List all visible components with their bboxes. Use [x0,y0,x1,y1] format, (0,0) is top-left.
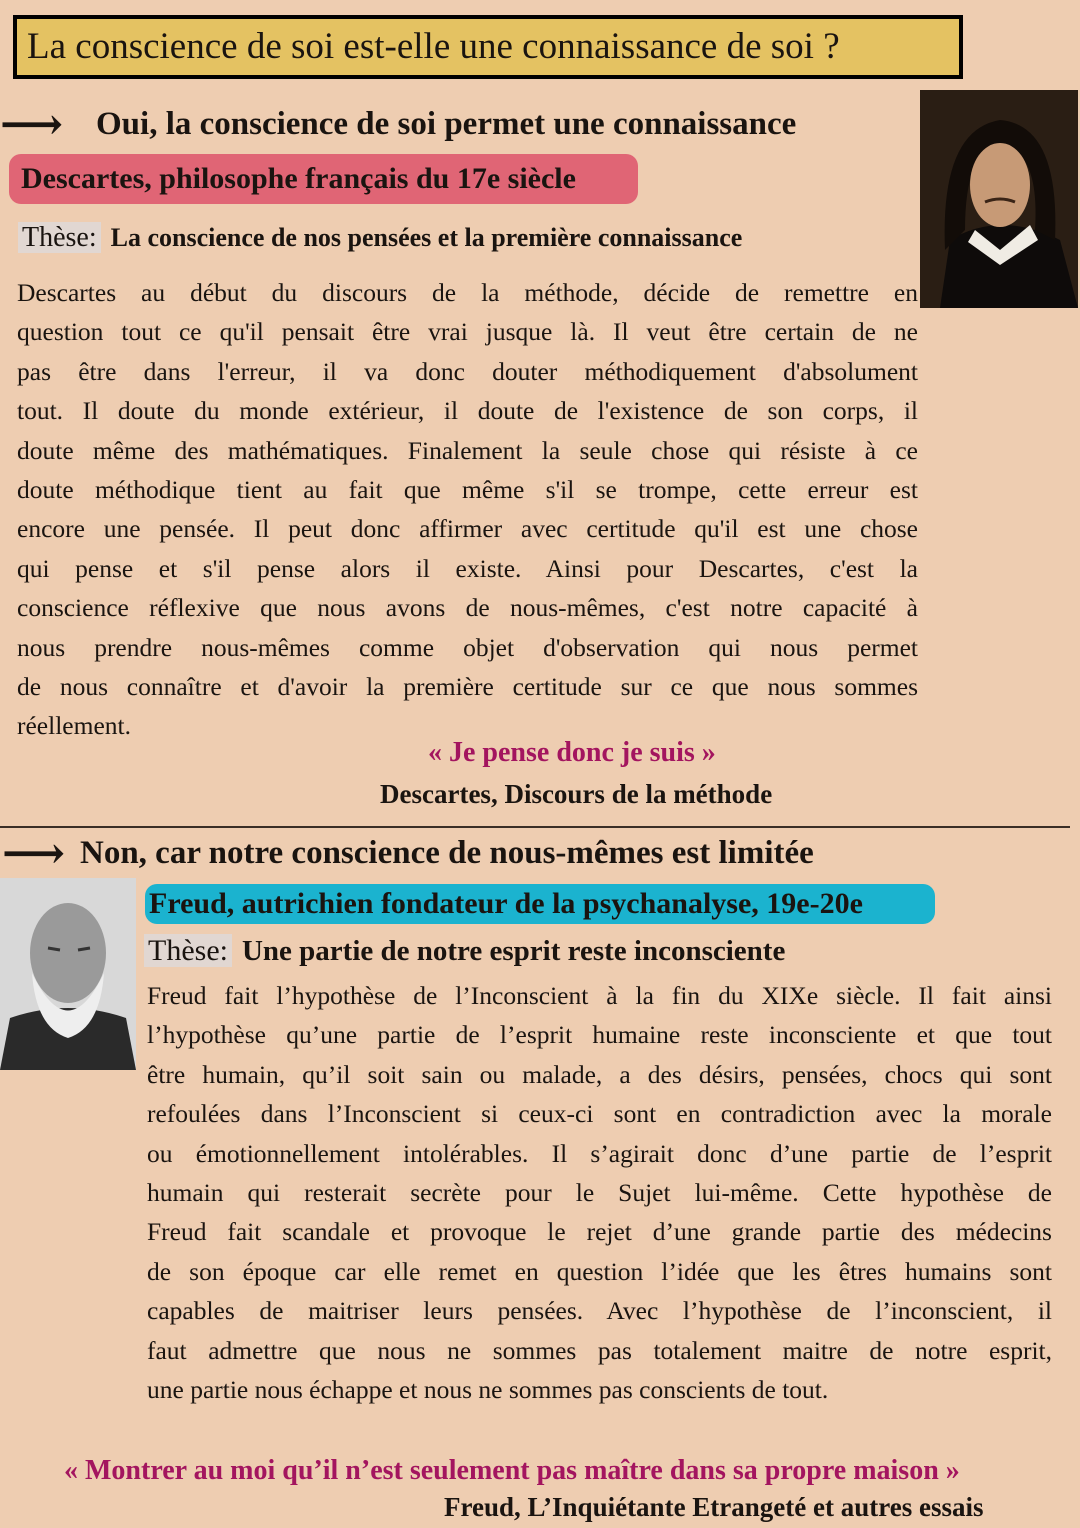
section1-heading: Oui, la conscience de soi permet une connaissance [96,106,797,142]
section-divider [0,826,1070,828]
descartes-quote: « Je pense donc je suis » [428,737,716,768]
freud-paragraph [147,976,1052,1409]
paragraph-line: Freud fait scandale et provoque le rejet d’une grande partie des médecins [147,1217,1052,1247]
paragraph-line: encore une pensée. Il peut donc affirmer avec certitude qu'il est une chose [17,514,918,544]
descartes-author-tag: Descartes, philosophe français du 17e siècle [9,154,638,204]
paragraph-line: refoulées dans l’Inconscient si ceux-ci sont en contradiction avec la morale [147,1099,1052,1129]
thesis-label: Thèse: [18,222,101,253]
paragraph-line: humain qui resterait secrète pour le Sujet lui-même. Cette hypothèse de [147,1177,1052,1207]
section2-heading: Non, car notre conscience de nous-mêmes est limitée [80,835,814,871]
paragraph-line: tout. Il doute du monde extérieur, il doute de l'existence de son corps, il [17,396,918,426]
thesis-text: Une partie de notre esprit reste inconsciente [241,935,786,967]
freud-source: Freud, L’Inquiétante Etrangeté et autres essais [444,1492,984,1522]
paragraph-line: Freud fait l’hypothèse de l’Inconscient à la fin du XIXe siècle. Il fait ainsi [147,981,1052,1010]
paragraph-line: de nous connaître et d'avoir la première certitude sur ce que nous sommes [17,671,918,701]
paragraph-line: être humain, qu’il soit sain ou malade, a des désirs, pensées, chocs qui sont [147,1059,1052,1089]
paragraph-line: nous prendre nous-mêmes comme objet d'observation qui nous permet [17,632,918,662]
freud-thesis [144,934,785,968]
right-arrow-icon: ⟶ [2,829,66,878]
freud-quote: « Montrer au moi qu’il n’est seulement pas maître dans sa propre maison » [64,1455,960,1486]
paragraph-line: l’hypothèse qu’une partie de l’esprit humaine reste inconsciente et que tout [147,1020,1052,1050]
paragraph-line: ou émotionnellement intolérables. Il s’agirait donc d’une partie de l’esprit [147,1138,1052,1168]
freud-author-tag: Freud, autrichien fondateur de la psychanalyse, 19e-20e [145,884,935,924]
paragraph-line: faut admettre que nous ne sommes pas totalement maitre de notre esprit, [147,1335,1052,1365]
paragraph-line: qui pense et s'il pense alors il existe. Ainsi pour Descartes, c'est la [17,553,918,583]
thesis-label: Thèse: [144,934,232,967]
thesis-text: La conscience de nos pensées et la première connaissance [110,223,743,252]
page-title: La conscience de soi est-elle une connaissance de soi ? [13,15,963,79]
paragraph-line: conscience réflexive que nous avons de nous-mêmes, c'est notre capacité à [17,593,918,623]
paragraph-line: doute méthodique tient au fait que même s'il se trompe, cette erreur est [17,474,918,504]
paragraph-line: question tout ce qu'il pensait être vrai jusque là. Il veut être certain de ne [17,317,918,347]
right-arrow-icon: ⟶ [0,100,64,149]
paragraph-line: de son époque car elle remet en question l’idée que les êtres humains sont [147,1256,1052,1286]
paragraph-line: une partie nous échappe et nous ne sommes pas conscients de tout. [147,1374,829,1404]
paragraph-line: Descartes au début du discours de la méthode, décide de remettre en [17,278,918,307]
paragraph-line: réellement. [17,711,131,741]
paragraph-line: capables de maitriser leurs pensées. Avec l’hypothèse de l’inconscient, il [147,1296,1052,1326]
descartes-portrait [920,90,1078,308]
paragraph-line: pas être dans l'erreur, il va donc douter méthodiquement d'absolument [17,356,918,386]
descartes-paragraph [17,273,918,746]
descartes-thesis [18,222,742,254]
descartes-source: Descartes, Discours de la méthode [380,779,773,809]
paragraph-line: doute même des mathématiques. Finalement la seule chose qui résiste à ce [17,435,918,465]
freud-portrait [0,878,136,1070]
